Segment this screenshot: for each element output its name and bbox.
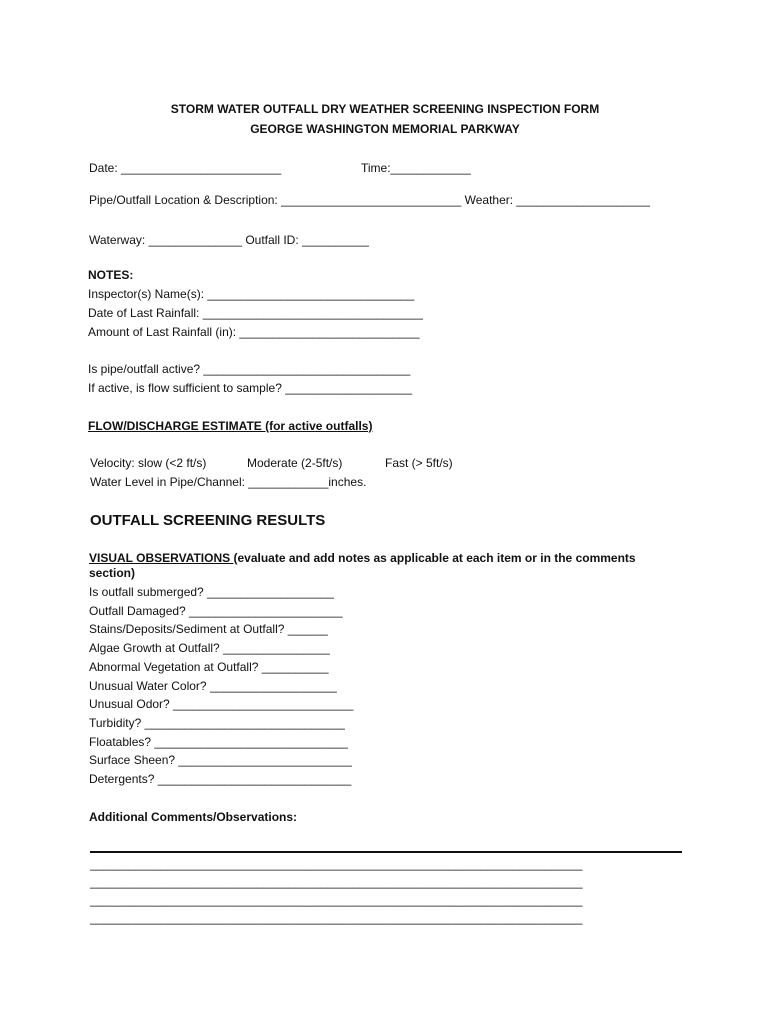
location-weather-field[interactable]: Pipe/Outfall Location & Description: ___________________________ Weather: ____________________ — [89, 193, 650, 207]
visual-observations-note: (evaluate and add notes as applicable at each item or in the comments — [233, 551, 636, 565]
comment-line[interactable]: _____________________________________________________________________________ — [90, 913, 583, 925]
time-field[interactable]: Time:____________ — [361, 161, 471, 175]
comment-line[interactable]: _____________________________________________________________________________ — [90, 877, 583, 889]
unusual-odor-field[interactable]: Unusual Odor? ___________________________ — [89, 697, 354, 711]
stains-deposits-field[interactable]: Stains/Deposits/Sediment at Outfall? ______ — [89, 622, 328, 636]
velocity-moderate-option[interactable]: Moderate (2-5ft/s) — [247, 456, 343, 470]
abnormal-vegetation-field[interactable]: Abnormal Vegetation at Outfall? __________ — [89, 660, 329, 674]
detergents-field[interactable]: Detergents? _____________________________ — [89, 772, 352, 786]
surface-sheen-field[interactable]: Surface Sheen? __________________________ — [89, 753, 352, 767]
submerged-field[interactable]: Is outfall submerged? ___________________ — [89, 585, 334, 599]
visual-observations-heading — [89, 551, 636, 565]
last-rainfall-amount-field[interactable]: Amount of Last Rainfall (in): ___________________________ — [88, 325, 420, 339]
comment-line[interactable]: _____________________________________________________________________________ — [90, 895, 583, 907]
comments-top-rule — [90, 851, 682, 853]
form-title: STORM WATER OUTFALL DRY WEATHER SCREENING INSPECTION FORM — [170, 102, 600, 116]
flow-sufficient-field[interactable]: If active, is flow sufficient to sample? ___________________ — [88, 381, 412, 395]
comments-heading: Additional Comments/Observations: — [89, 810, 298, 824]
waterway-outfall-id-field[interactable]: Waterway: ______________ Outfall ID: __________ — [89, 233, 369, 247]
comment-line[interactable]: _____________________________________________________________________________ — [90, 859, 583, 871]
velocity-fast-option[interactable]: Fast (> 5ft/s) — [385, 456, 453, 470]
turbidity-field[interactable]: Turbidity? ______________________________ — [89, 716, 345, 730]
visual-observations-label: VISUAL OBSERVATIONS — [89, 551, 234, 565]
last-rainfall-date-field[interactable]: Date of Last Rainfall: _________________________________ — [88, 306, 423, 320]
damaged-field[interactable]: Outfall Damaged? _______________________ — [89, 604, 343, 618]
notes-heading: NOTES: — [88, 268, 134, 282]
outfall-active-field[interactable]: Is pipe/outfall active? _______________________________ — [88, 362, 411, 376]
visual-observations-note-cont: section) — [89, 566, 136, 580]
inspector-name-field[interactable]: Inspector(s) Name(s): _______________________________ — [88, 287, 415, 301]
algae-growth-field[interactable]: Algae Growth at Outfall? ________________ — [89, 641, 330, 655]
date-field[interactable]: Date: ________________________ — [89, 161, 282, 175]
form-subtitle: GEORGE WASHINGTON MEMORIAL PARKWAY — [250, 122, 520, 136]
floatables-field[interactable]: Floatables? _____________________________ — [89, 735, 348, 749]
water-level-field[interactable]: Water Level in Pipe/Channel: ____________inches. — [90, 475, 367, 489]
flow-discharge-heading: FLOW/DISCHARGE ESTIMATE (for active outfalls) — [88, 419, 373, 433]
velocity-slow-option[interactable]: Velocity: slow (<2 ft/s) — [90, 456, 207, 470]
water-color-field[interactable]: Unusual Water Color? ___________________ — [89, 679, 337, 693]
screening-results-heading: OUTFALL SCREENING RESULTS — [90, 512, 326, 529]
